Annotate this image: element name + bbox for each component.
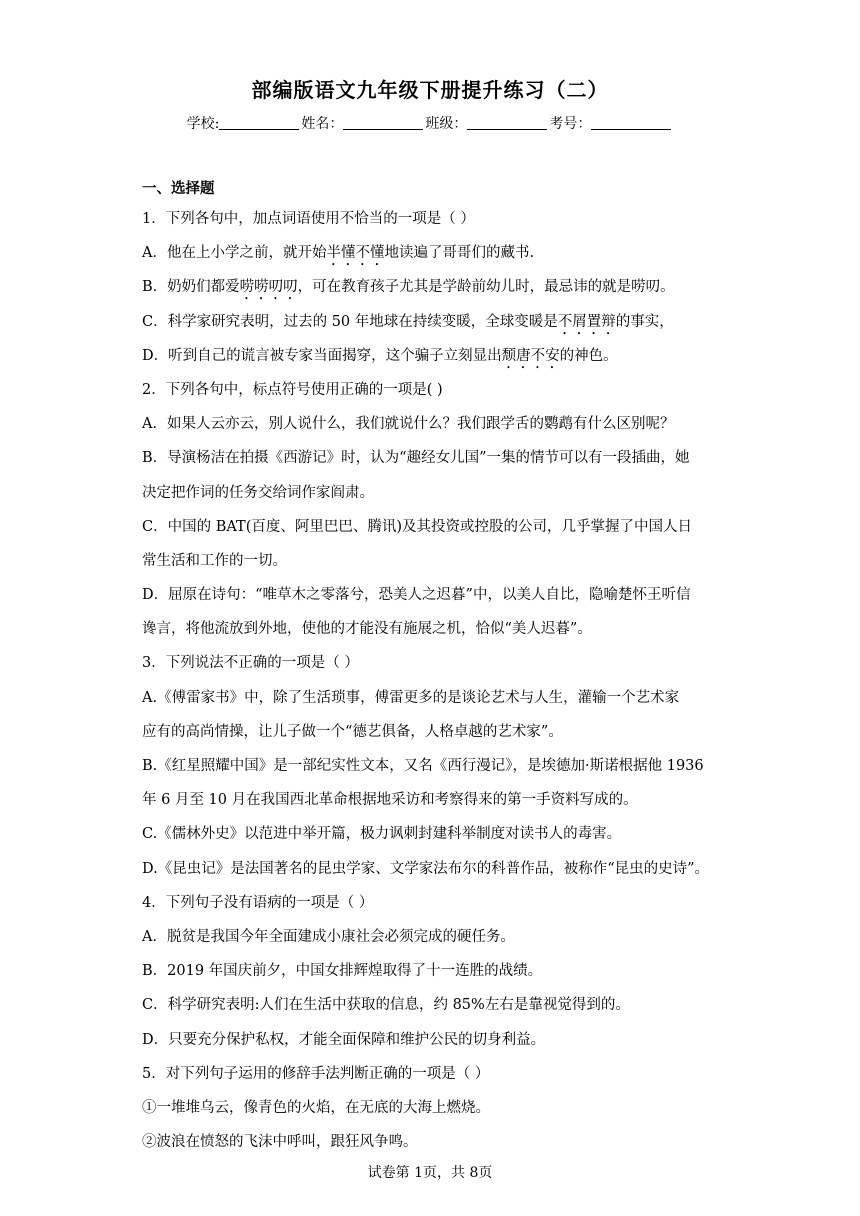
- question-5-stem: 5．对下列句子运用的修辞手法判断正确的一项是（ ）: [142, 1065, 490, 1082]
- question-2-option-b-cont: 决定把作词的任务交给词作家阎肃。: [142, 484, 374, 501]
- question-3-stem: 3．下列说法不正确的一项是（ ）: [142, 655, 359, 672]
- question-1-option-c: C．科学家研究表明，过去的 50 年地球在持续变暖，全球变暖是不屑置辩的事实，: [142, 313, 674, 330]
- question-2-option-b: B．导演杨洁在拍摄《西游记》时，认为“趣经女儿国”一集的情节可以有一段插曲，她: [142, 450, 690, 467]
- question-3-option-c: C.《儒林外史》以范进中举开篇，极力讽刺封建科举制度对读书人的毒害。: [142, 826, 622, 843]
- question-4-option-d: D．只要充分保护私权，才能全面保障和维护公民的切身利益。: [142, 1031, 546, 1048]
- school-blank[interactable]: [219, 115, 299, 130]
- question-2-option-d-cont: 谗言，将他流放到外地，使他的才能没有施展之机，恰似“美人迟暮”。: [142, 621, 592, 638]
- question-3-option-b-cont: 年 6 月至 10 月在我国西北革命根据地采访和考察得来的第一手资料写成的。: [142, 792, 638, 809]
- class-blank[interactable]: [467, 115, 547, 130]
- question-4-option-b: B．2019 年国庆前夕，中国女排辉煌取得了十一连胜的战绩。: [142, 963, 543, 980]
- question-1-option-d: D．听到自己的谎言被专家当面揭穿，这个骗子立刻显出颓唐不安的神色。: [142, 347, 618, 364]
- exam-number-label: 考号：: [549, 116, 592, 132]
- question-2-stem: 2．下列各句中，标点符号使用正确的一项是( ): [142, 381, 443, 398]
- exam-number-blank[interactable]: [591, 115, 671, 130]
- page-footer: 试卷第 1页，共 8页: [367, 1165, 493, 1181]
- page-title: 部编版语文九年级下册提升练习（二）: [251, 78, 609, 102]
- question-3-option-d: D.《昆虫记》是法国著名的昆虫学家、文学家法布尔的科普作品，被称作“昆虫的史诗”。: [142, 860, 710, 877]
- question-3-option-a-cont: 应有的高尚情操，让儿子做一个“德艺俱备，人格卓越的艺术家”。: [142, 723, 563, 740]
- question-4-option-c: C．科学研究表明:人们在生活中获取的信息，约 85%左右是靠视觉得到的。: [142, 997, 630, 1014]
- student-info-line: [0, 113, 860, 133]
- question-list: [142, 176, 722, 1159]
- question-5-sentence-1: ①一堆堆乌云，像青色的火焰，在无底的大海上燃烧。: [142, 1099, 490, 1116]
- class-label: 班级：: [425, 116, 468, 132]
- question-2-option-d: D．屈原在诗句：“唯草木之零落兮，恐美人之迟暮”中，以美人自比，隐喻楚怀王听信: [142, 587, 691, 604]
- question-4-option-a: A．脱贫是我国今年全面建成小康社会必须完成的硬任务。: [142, 928, 515, 945]
- name-label: 姓名：: [301, 116, 344, 132]
- question-2-option-c-cont: 常生活和工作的一切。: [142, 552, 287, 569]
- question-2-option-a: A．如果人云亦云，别人说什么，我们就说什么？我们跟学舌的鹦鹉有什么区别呢？: [142, 416, 675, 433]
- name-blank[interactable]: [343, 115, 423, 130]
- section-heading: 一、选择题: [142, 180, 215, 197]
- question-1-stem: 1．下列各句中，加点词语使用不恰当的一项是（ ）: [142, 211, 475, 227]
- question-3-option-b: B.《红星照耀中国》是一部纪实性文本，又名《西行漫记》，是埃德加·斯诺根据他 1936: [142, 758, 704, 774]
- school-label: 学校:: [186, 116, 220, 132]
- question-2-option-c: C．中国的 BAT(百度、阿里巴巴、腾讯)及其投资或控股的公司，几乎掌握了中国人日: [142, 518, 693, 535]
- question-1-option-a: A．他在上小学之前，就开始半懂不懂地读遍了哥哥们的藏书.: [142, 245, 535, 262]
- question-1-option-b: B．奶奶们都爱唠唠叨叨，可在教育孩子尤其是学龄前幼儿时，最忌讳的就是唠叨。: [142, 279, 675, 296]
- question-5-sentence-2: ②波浪在愤怒的飞沫中呼叫，跟狂风争鸣。: [142, 1134, 418, 1151]
- question-4-stem: 4．下列句子没有语病的一项是（ ）: [142, 894, 374, 911]
- question-3-option-a: A.《傅雷家书》中，除了生活琐事，傅雷更多的是谈论艺术与人生，灌输一个艺术家: [142, 689, 680, 706]
